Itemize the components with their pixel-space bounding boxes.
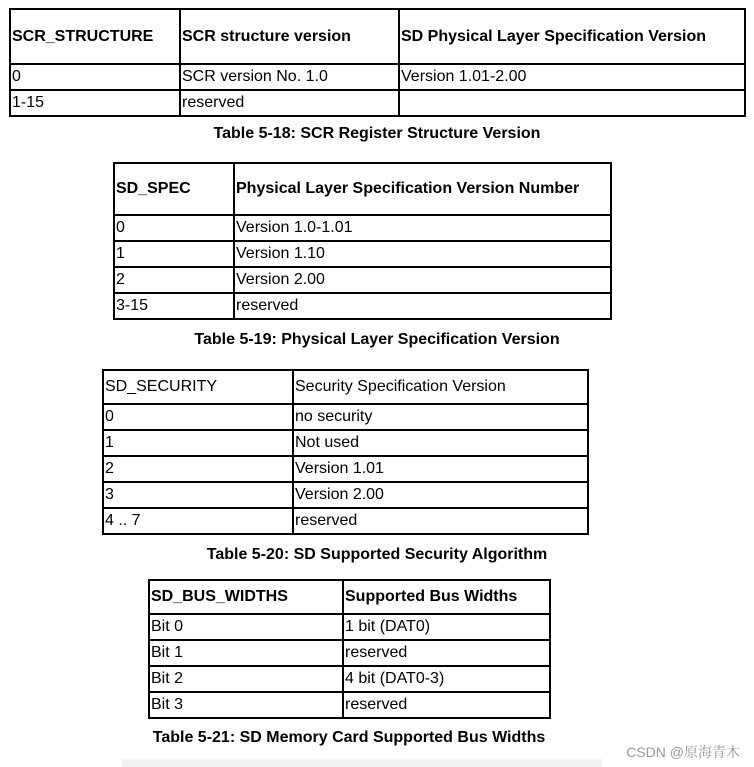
table-row (103, 508, 588, 534)
table-cell: Version 1.01 (293, 456, 588, 482)
table-row (149, 666, 550, 692)
table-row (114, 267, 611, 293)
table-cell: Bit 2 (149, 666, 343, 692)
table-row (149, 692, 550, 718)
table-cell: 1-15 (10, 90, 180, 116)
table-row (114, 215, 611, 241)
scr-structure-table (9, 8, 746, 117)
table-cell: Version 2.00 (234, 267, 611, 293)
sd-bus-widths-table (148, 579, 551, 719)
table-cell: 4 bit (DAT0-3) (343, 666, 550, 692)
table-row (103, 482, 588, 508)
table-row (103, 456, 588, 482)
bottom-strip (122, 759, 602, 767)
table-row (114, 241, 611, 267)
table-cell: 1 (114, 241, 234, 267)
table-header: Physical Layer Specification Version Number (234, 163, 611, 215)
table-row (103, 430, 588, 456)
table-row (149, 640, 550, 666)
table-header: SCR structure version (180, 9, 399, 64)
table-header: SD_BUS_WIDTHS (149, 580, 343, 614)
table-cell: 4 .. 7 (103, 508, 293, 534)
table-row (114, 293, 611, 319)
watermark: CSDN @原海青木 (626, 744, 740, 760)
table-caption: Table 5-20: SD Supported Security Algorithm (206, 546, 548, 563)
table-cell: 2 (103, 456, 293, 482)
table-cell: 0 (114, 215, 234, 241)
table-caption: Table 5-21: SD Memory Card Supported Bus Widths (152, 729, 546, 746)
table-cell: no security (293, 404, 588, 430)
table-cell: reserved (343, 640, 550, 666)
table-cell: Not used (293, 430, 588, 456)
table-caption: Table 5-19: Physical Layer Specification Version (194, 331, 560, 348)
table-cell: 1 bit (DAT0) (343, 614, 550, 640)
sd-spec-table (113, 162, 612, 320)
table-cell: Version 1.10 (234, 241, 611, 267)
table-cell: 0 (10, 64, 180, 90)
table-header: SD_SECURITY (103, 370, 293, 404)
table-cell: 3-15 (114, 293, 234, 319)
table-cell (399, 90, 745, 116)
table-header: Security Specification Version (293, 370, 588, 404)
table-header: SD_SPEC (114, 163, 234, 215)
table-header: Supported Bus Widths (343, 580, 550, 614)
table-cell: reserved (180, 90, 399, 116)
table-cell: 2 (114, 267, 234, 293)
table-cell: Version 1.01-2.00 (399, 64, 745, 90)
table-row (10, 90, 745, 116)
table-cell: Version 2.00 (293, 482, 588, 508)
table-header: SCR_STRUCTURE (10, 9, 180, 64)
table-cell: Bit 3 (149, 692, 343, 718)
table-row (149, 614, 550, 640)
table-cell: 3 (103, 482, 293, 508)
table-cell: Bit 0 (149, 614, 343, 640)
table-cell: reserved (293, 508, 588, 534)
table-cell: Bit 1 (149, 640, 343, 666)
table-caption: Table 5-18: SCR Register Structure Version (213, 125, 541, 142)
table-cell: reserved (234, 293, 611, 319)
table-header: SD Physical Layer Specification Version (399, 9, 745, 64)
table-cell: SCR version No. 1.0 (180, 64, 399, 90)
table-cell: reserved (343, 692, 550, 718)
table-row (10, 64, 745, 90)
table-row (103, 404, 588, 430)
table-cell: 1 (103, 430, 293, 456)
table-cell: 0 (103, 404, 293, 430)
sd-security-table (102, 369, 589, 535)
table-cell: Version 1.0-1.01 (234, 215, 611, 241)
